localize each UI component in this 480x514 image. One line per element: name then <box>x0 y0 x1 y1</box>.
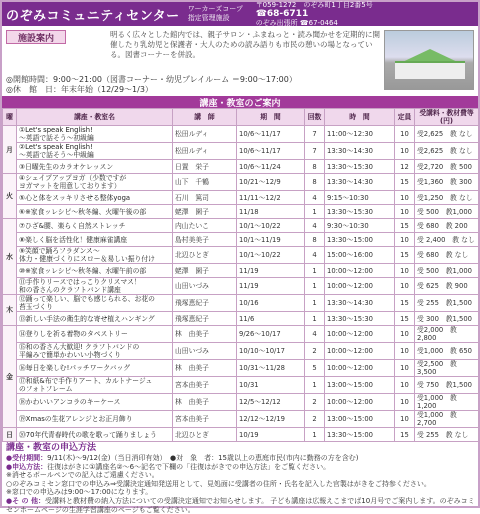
course-cell: ②Let's speak English! ～英語で話そう～中級編 <box>17 143 173 160</box>
course-cell: ⑥※家食ッレシピ～秋冬編、火曜午後の部 <box>17 205 173 219</box>
course-cell: ①Let's speak English! ～英語で話そう～初級編 <box>17 126 173 143</box>
time-cell: 10:00～12:00 <box>325 343 395 360</box>
apply-line-text: ※窓口での申込みは9:00～17:00になります。 <box>6 488 153 497</box>
course-cell: ⑦ひざ&腰、楽らく自然ストレッチ <box>17 219 173 233</box>
teacher-cell: 宮本由美子 <box>173 377 237 394</box>
capacity-cell: 10 <box>395 205 415 219</box>
header-time: 時 間 <box>325 109 395 126</box>
count-cell: 2 <box>305 394 325 411</box>
course-cell: ⑩※家食ッレシピ～秋冬編、水曜午前の部 <box>17 264 173 278</box>
teacher-cell: 松田ルディ <box>173 143 237 160</box>
apply-line <box>6 497 476 514</box>
time-cell: 13:30～15:30 <box>325 312 395 326</box>
apply-line-text: 往復はがきに①講座名②～6～記名で下欄の「往復はがきでの申込方法」をご覧ください。 <box>47 462 331 471</box>
table-row <box>3 343 479 360</box>
period-cell: 10/10～10/17 <box>237 343 305 360</box>
table-row <box>3 233 479 247</box>
table-header-row <box>3 109 479 126</box>
day-cell: 日 <box>3 428 17 442</box>
header-period: 期 間 <box>237 109 305 126</box>
day-cell: 金 <box>3 326 17 428</box>
period-cell: 10/16 <box>237 295 305 312</box>
fee-cell: 受 2,400 教 なし <box>415 233 479 247</box>
apply-line <box>6 454 476 463</box>
course-cell: ⑮和の香さん大歓迎! クラフトバンドの 平編みで簡単かわいい小物づくり <box>17 343 173 360</box>
table-row <box>3 205 479 219</box>
course-table <box>2 108 479 442</box>
period-cell: 9/26～10/17 <box>237 326 305 343</box>
teacher-cell: 宮本由美子 <box>173 411 237 428</box>
header-course: 講座・教室名 <box>17 109 173 126</box>
course-cell: ⑲Xmasの生花アレンジとお正月飾り <box>17 411 173 428</box>
capacity-cell: 10 <box>395 343 415 360</box>
time-cell: 15:00～16:00 <box>325 247 395 264</box>
day-cell: 火 <box>3 174 17 219</box>
time-cell: 10:00～12:00 <box>325 278 395 295</box>
teacher-cell: 山下 千鶴 <box>173 174 237 191</box>
capacity-cell: 10 <box>395 233 415 247</box>
period-cell: 12/5～12/12 <box>237 394 305 411</box>
course-cell: ⑧楽しく脳を活性化！健康麻雀講座 <box>17 233 173 247</box>
open-hours: ◎開館時間：9:00～21:00（図書コーナー・幼児プレイルーム ＝9:00～17:00） <box>6 75 297 84</box>
fee-cell: 受2,720 教 500 <box>415 160 479 174</box>
fee-cell: 受2,000 教2,800 <box>415 326 479 343</box>
apply-line-text: 受講料と教材費の納入方法についての受講決定通知でお知らせします。 子ども講座は広報えこまでば10月号でご案内します。のぞみコミセンホームページの生涯学習講座のページもご覧ください。 <box>6 496 475 514</box>
fee-cell: 受 255 教 なし <box>415 428 479 442</box>
header-teacher: 講 師 <box>173 109 237 126</box>
contact-info <box>256 1 373 28</box>
course-rows <box>3 126 479 442</box>
table-row <box>3 312 479 326</box>
period-cell: 10/31～11/28 <box>237 360 305 377</box>
course-cell: ③日曜先生のカラオケレッスン <box>17 160 173 174</box>
branch-phone-line: のぞみ出張所 ☎67-0464 <box>255 18 338 27</box>
time-cell: 13:30～15:30 <box>325 160 395 174</box>
time-cell: 13:00～15:00 <box>325 377 395 394</box>
course-cell: ⑬新しい手法の衛生的な寄せ植えハンギング <box>17 312 173 326</box>
period-cell: 12/12～12/19 <box>237 411 305 428</box>
apply-line-label: ●受付期間： <box>6 454 48 462</box>
capacity-cell: 10 <box>395 191 415 205</box>
capacity-cell: 15 <box>395 247 415 264</box>
course-cell: ⑪手作りリースではっこりクリスマス！ 和の香さんのクラフトバンド講座 <box>17 278 173 295</box>
header-capacity: 定員 <box>395 109 415 126</box>
fee-cell: 受1,000 教1,200 <box>415 394 479 411</box>
table-row <box>3 219 479 233</box>
count-cell: 4 <box>305 247 325 264</box>
operator-label: ワーカーズコープ 指定管理施設 <box>187 5 243 22</box>
fee-cell: 受 680 教 200 <box>415 219 479 233</box>
count-cell: 2 <box>305 343 325 360</box>
count-cell: 7 <box>305 126 325 143</box>
fee-cell: 受2,625 教 なし <box>415 126 479 143</box>
intro-text: 明るく広々とした館内では、親子サロン・ふまねっと・読み聞かせを定期的に開催したり乳幼児と保護者・大人のための読み語りも市民の憩いの場となっている。図書コーナーを併設。 <box>110 30 380 59</box>
table-row <box>3 126 479 143</box>
count-cell: 1 <box>305 312 325 326</box>
period-cell: 11/11～12/2 <box>237 191 305 205</box>
photo-building <box>395 61 465 79</box>
fee-cell: 受2,500 教3,500 <box>415 360 479 377</box>
capacity-cell: 10 <box>395 264 415 278</box>
capacity-cell: 10 <box>395 326 415 343</box>
apply-line-label: ●そ の 他： <box>6 496 45 505</box>
teacher-cell: 林 由美子 <box>173 360 237 377</box>
count-cell: 1 <box>305 295 325 312</box>
capacity-cell: 10 <box>395 360 415 377</box>
fee-cell: 受 625 教 900 <box>415 278 479 295</box>
count-cell: 4 <box>305 219 325 233</box>
teacher-cell: 蛯澤 園子 <box>173 205 237 219</box>
capacity-cell: 15 <box>395 312 415 326</box>
time-cell: 10:00～12:00 <box>325 394 395 411</box>
time-cell: 13:30～14:30 <box>325 174 395 191</box>
period-cell: 10/1～11/19 <box>237 233 305 247</box>
apply-line <box>6 463 476 472</box>
capacity-cell: 10 <box>395 278 415 295</box>
count-cell: 7 <box>305 143 325 160</box>
teacher-cell: 内山たいこ <box>173 219 237 233</box>
time-cell: 13:30～15:00 <box>325 428 395 442</box>
fee-cell: 受1,000 教 650 <box>415 343 479 360</box>
count-cell: 1 <box>305 278 325 295</box>
time-cell: 11:00～12:30 <box>325 126 395 143</box>
period-cell: 10/1～10/22 <box>237 247 305 264</box>
capacity-cell: 10 <box>395 394 415 411</box>
course-cell: ⑫踊って楽しい、脳でも感じられる、お花の 苔玉づくり <box>17 295 173 312</box>
apply-line <box>6 488 476 497</box>
count-cell: 1 <box>305 205 325 219</box>
table-row <box>3 394 479 411</box>
period-cell: 11/19 <box>237 278 305 295</box>
teacher-cell: 松田ルディ <box>173 126 237 143</box>
time-cell: 13:30～14:30 <box>325 295 395 312</box>
center-title: のぞみコミュニティセンター <box>6 8 180 24</box>
teacher-cell: 飛塚恵紀子 <box>173 295 237 312</box>
apply-title: 講座・教室の申込方法 <box>6 443 97 453</box>
time-cell: 10:00～12:00 <box>325 360 395 377</box>
fee-cell: 受 500 教1,000 <box>415 205 479 219</box>
fee-cell: 受 255 教1,500 <box>415 295 479 312</box>
period-cell: 10/19 <box>237 428 305 442</box>
count-cell: 1 <box>305 428 325 442</box>
time-cell: 13:30～15:00 <box>325 233 395 247</box>
count-cell: 2 <box>305 411 325 428</box>
fee-cell: 受1,360 教 300 <box>415 174 479 191</box>
table-row <box>3 160 479 174</box>
building-photo <box>384 30 474 90</box>
table-row <box>3 174 479 191</box>
period-cell: 10/6～11/24 <box>237 160 305 174</box>
period-cell: 10/31 <box>237 377 305 394</box>
teacher-cell: 飛塚恵紀子 <box>173 312 237 326</box>
course-cell: ④シェイプアップヨガ（少数ですが ヨガマットを用意しております） <box>17 174 173 191</box>
capacity-cell: 10 <box>395 143 415 160</box>
fee-cell: 受 750 教1,500 <box>415 377 479 394</box>
capacity-cell: 10 <box>395 377 415 394</box>
count-cell: 8 <box>305 233 325 247</box>
time-cell: 10:00～12:00 <box>325 264 395 278</box>
course-cell: ⑨笑顔で踊ろフラダンス～ 体力・健康づくりにスロー＆易しい振り付け <box>17 247 173 264</box>
fee-cell: 受2,625 教 なし <box>415 143 479 160</box>
facility-intro <box>6 30 476 92</box>
teacher-cell: 島村美美子 <box>173 233 237 247</box>
time-cell: 13:30～14:30 <box>325 143 395 160</box>
apply-line-text: 9/11(木)～9/12(金)（当日消印有効） ●対 象 者：15歳以上の恵庭市民(市内に勤務の方を含む) <box>47 454 359 462</box>
capacity-cell: 10 <box>395 411 415 428</box>
time-cell: 9:30～10:30 <box>325 219 395 233</box>
count-cell: 1 <box>305 377 325 394</box>
fee-cell: 受1,250 教 なし <box>415 191 479 205</box>
address-line: 〒059-1272 のぞみ町1丁目2番5号 <box>255 0 373 9</box>
count-cell: 5 <box>305 360 325 377</box>
time-cell: 10:00～12:00 <box>325 326 395 343</box>
fee-cell: 受1,000 教2,700 <box>415 411 479 428</box>
apply-section <box>6 440 476 514</box>
capacity-cell: 15 <box>395 295 415 312</box>
count-cell: 1 <box>305 264 325 278</box>
course-cell: ⑰和紙&布で手作りアート、カルトナージュ のフォトフレーム <box>17 377 173 394</box>
course-cell: ⑭登りしを祈る着物のタペストリー <box>17 326 173 343</box>
table-row <box>3 295 479 312</box>
table-row <box>3 278 479 295</box>
header-bar <box>2 2 478 26</box>
capacity-cell: 15 <box>395 174 415 191</box>
course-list-title: 講座・教室のご案内 <box>2 96 478 108</box>
table-row <box>3 191 479 205</box>
period-cell: 10/6～11/17 <box>237 143 305 160</box>
course-cell: ⑳70年代青春時代の歌を歌って踊りましょう <box>17 428 173 442</box>
table-row <box>3 326 479 343</box>
table-row <box>3 360 479 377</box>
phone-line: ☎68-6711 <box>255 8 309 19</box>
header-count: 回数 <box>305 109 325 126</box>
time-cell: 13:30～15:30 <box>325 205 395 219</box>
closed-days: ◎休 館 日：年末年始（12/29～1/3） <box>6 85 153 94</box>
fee-cell: 受 500 教1,000 <box>415 264 479 278</box>
table-row <box>3 411 479 428</box>
table-row <box>3 143 479 160</box>
course-cell: ⑱かわいいアンコラのキーケース <box>17 394 173 411</box>
apply-line-text: ※消せるボールペンでの記入はご遠慮ください。 <box>6 471 159 480</box>
table-row <box>3 264 479 278</box>
fee-cell: 受 680 教 なし <box>415 247 479 264</box>
teacher-cell: 北辺ひとぎ <box>173 428 237 442</box>
period-cell: 10/6～11/17 <box>237 126 305 143</box>
header-fee: 受講料・教材費等(円) <box>415 109 479 126</box>
teacher-cell: 北辺ひとぎ <box>173 247 237 264</box>
apply-line-text: ○のぞみコミセン窓口での申込み⇒受講決定通知発送用として、見処面に受講者の住所・氏名を記入した官製はがきをご持参ください。 <box>6 479 431 488</box>
time-cell: 9:15～10:30 <box>325 191 395 205</box>
period-cell: 10/1～10/22 <box>237 219 305 233</box>
apply-lines <box>6 454 476 514</box>
period-cell: 10/21～12/9 <box>237 174 305 191</box>
period-cell: 11/18 <box>237 205 305 219</box>
teacher-cell: 山田いづみ <box>173 343 237 360</box>
capacity-cell: 15 <box>395 219 415 233</box>
count-cell: 4 <box>305 326 325 343</box>
count-cell: 8 <box>305 160 325 174</box>
capacity-cell: 12 <box>395 160 415 174</box>
period-cell: 11/19 <box>237 264 305 278</box>
day-cell: 月 <box>3 126 17 174</box>
count-cell: 8 <box>305 174 325 191</box>
teacher-cell: 林 由美子 <box>173 326 237 343</box>
time-cell: 13:00～15:00 <box>325 411 395 428</box>
apply-line <box>6 471 476 480</box>
teacher-cell: 日置 栄子 <box>173 160 237 174</box>
course-cell: ⑯毎日を楽しむ!パッチワークバッグ <box>17 360 173 377</box>
header-day: 曜 <box>3 109 17 126</box>
teacher-cell: 蛯澤 園子 <box>173 264 237 278</box>
table-row <box>3 247 479 264</box>
course-cell: ⑤心と体をスッキリさせる整体yoga <box>17 191 173 205</box>
fee-cell: 受 300 教1,500 <box>415 312 479 326</box>
capacity-cell: 10 <box>395 126 415 143</box>
capacity-cell: 15 <box>395 428 415 442</box>
teacher-cell: 山田いづみ <box>173 278 237 295</box>
teacher-cell: 林 由美子 <box>173 394 237 411</box>
period-cell: 11/6 <box>237 312 305 326</box>
table-row <box>3 377 479 394</box>
apply-line-label: ●申込方法： <box>6 462 48 471</box>
day-cell: 木 <box>3 295 17 326</box>
teacher-cell: 石川 篤司 <box>173 191 237 205</box>
facility-tag: 施設案内 <box>6 30 66 44</box>
day-cell: 水 <box>3 219 17 295</box>
count-cell: 4 <box>305 191 325 205</box>
